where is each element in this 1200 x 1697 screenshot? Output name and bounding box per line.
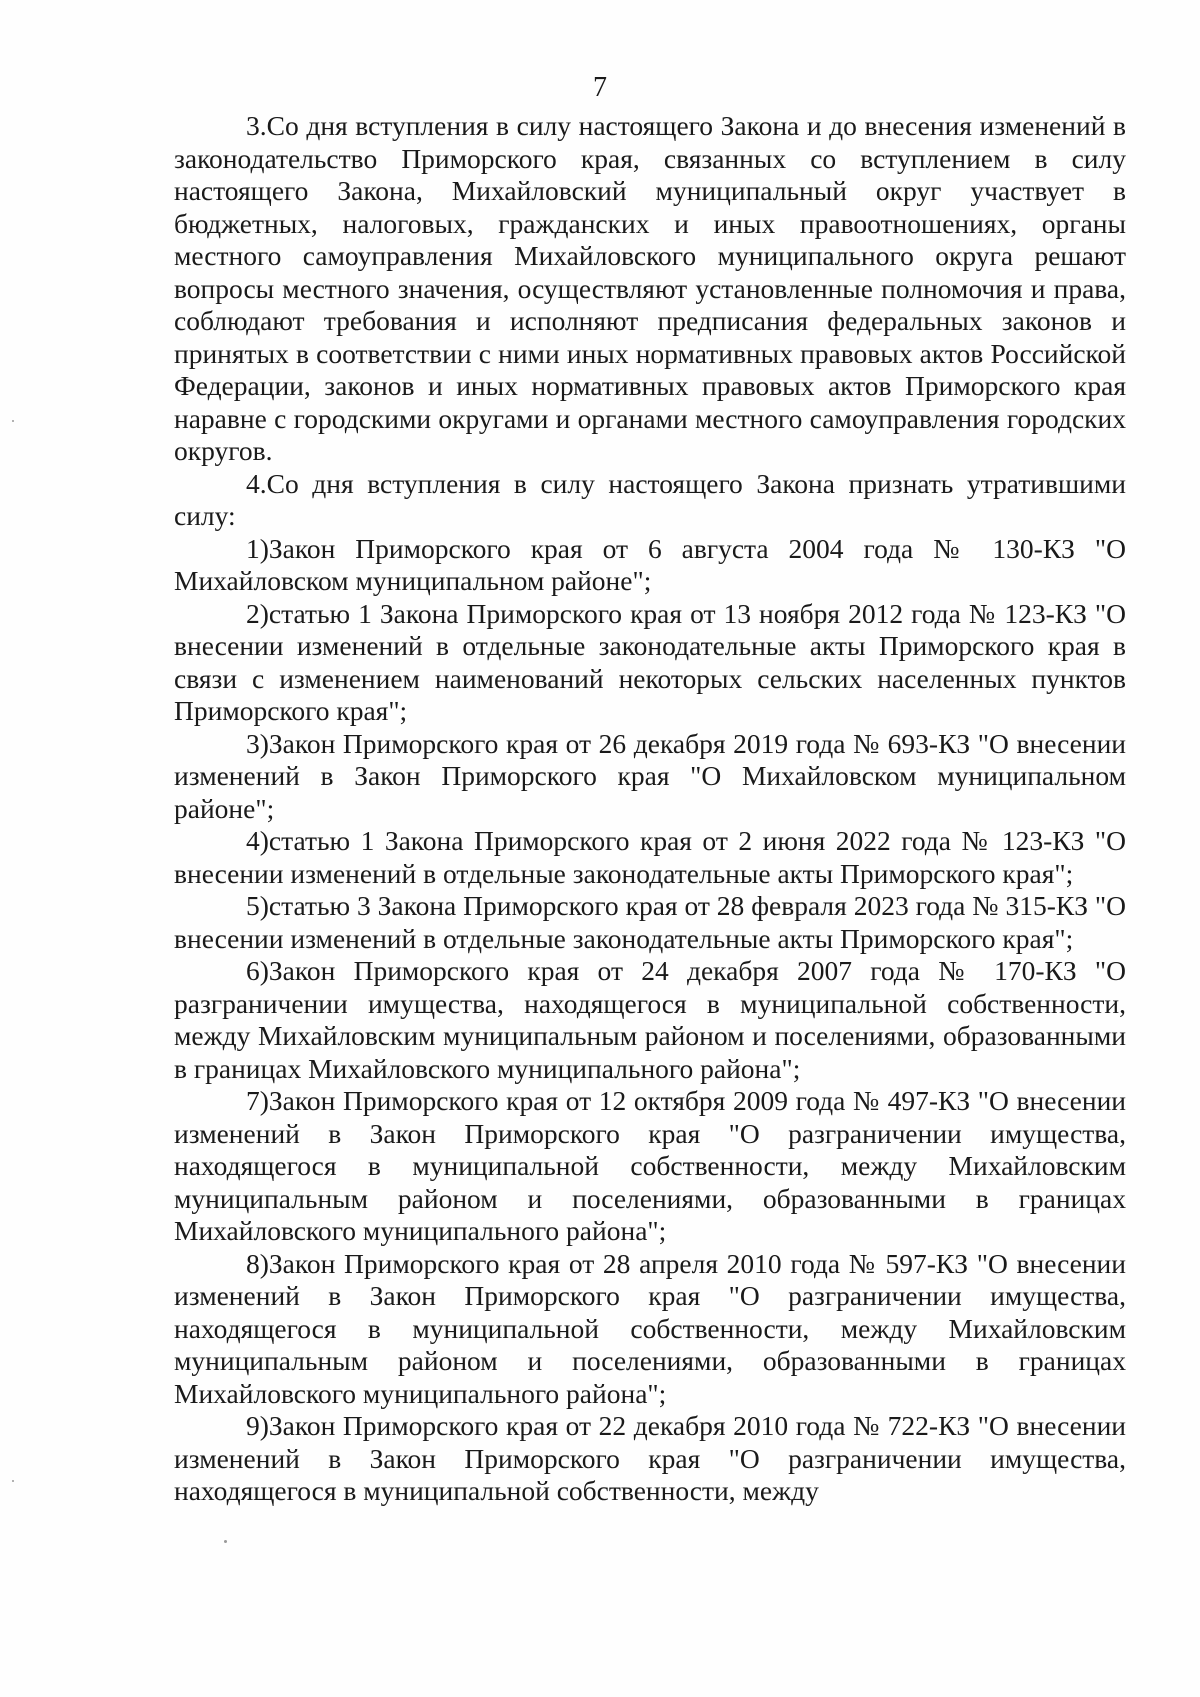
paragraph-3: 3.Со дня вступления в силу настоящего Закона и до внесения изменений в законодательство Приморского края, связанных со вступлением в силу настоящего Закона, Михайловский муниципальный округ участвует в бюджетных, налоговых, гражданских и иных правоотношениях, органы местного самоуправления Михайловского муниципального округа решают вопросы местного значения, осуществляют установленные полномочия и права, соблюдают требования и исполняют предписания федеральных законов и принятых в соответствии с ними иных нормативных правовых актов Российской Федерации, законов и иных нормативных правовых актов Приморского края наравне с городскими округами и органами местного самоуправления городских округов. (174, 110, 1126, 466)
list-item-9: 9)Закон Приморского края от 22 декабря 2010 года № 722-КЗ "О внесении изменений в Закон Приморского края "О разграничении имущества, находящегося в муниципальной собственности, между (174, 1410, 1126, 1506)
scan-speck (12, 420, 14, 422)
scan-speck (12, 1480, 14, 1482)
list-item-1: 1)Закон Приморского края от 6 августа 2004 года № 130-КЗ "О Михайловском муниципальном районе"; (174, 532, 1126, 596)
list-item-2: 2)статью 1 Закона Приморского края от 13 ноября 2012 года № 123-КЗ "О внесении изменений в отдельные законодательные акты Приморского края в связи с изменением наименований некоторых сельских населенных пунктов Приморского края"; (174, 597, 1126, 726)
list-item-3: 3)Закон Приморского края от 26 декабря 2019 года № 693-КЗ "О внесении изменений в Закон Приморского края "О Михайловском муниципальном районе"; (174, 727, 1126, 824)
scan-speck (224, 1540, 227, 1543)
list-item-7: 7)Закон Приморского края от 12 октября 2009 года № 497-КЗ "О внесении изменений в Закон Приморского края "О разграничении имущества, находящегося в муниципальной собственности, между Михайловским муниципальным районом и поселениями, образованными в границах Михайловского муниципального района"; (174, 1085, 1126, 1246)
list-item-8: 8)Закон Приморского края от 28 апреля 2010 года № 597-КЗ "О внесении изменений в Закон Приморского края "О разграничении имущества, находящегося в муниципальной собственности, между Михайловским муниципальным районом и поселениями, образованными в границах Михайловского муниципального района"; (174, 1247, 1126, 1409)
paragraph-4: 4.Со дня вступления в силу настоящего Закона признать утратившими силу: (174, 467, 1126, 531)
list-item-6: 6)Закон Приморского края от 24 декабря 2007 года № 170-КЗ "О разграничении имущества, находящегося в муниципальной собственности, между Михайловским муниципальным районом и поселениями, образованными в границах Михайловского муниципального района"; (174, 955, 1126, 1084)
document-body (174, 110, 1126, 1508)
page-number: 7 (593, 72, 607, 103)
list-item-4: 4)статью 1 Закона Приморского края от 2 июня 2022 года № 123-КЗ "О внесении изменений в отдельные законодательные акты Приморского края"; (174, 825, 1126, 889)
list-item-5: 5)статью 3 Закона Приморского края от 28 февраля 2023 года № 315-КЗ "О внесении изменений в отдельные законодательные акты Приморского края"; (174, 890, 1126, 954)
